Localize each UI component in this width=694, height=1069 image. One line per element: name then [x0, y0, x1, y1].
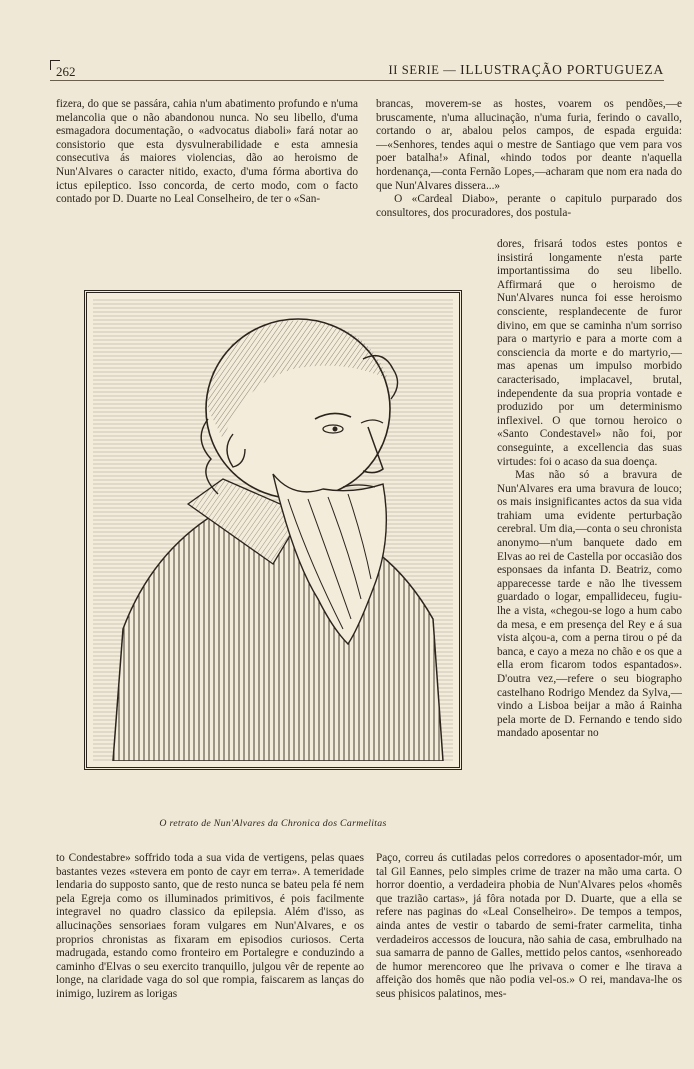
paragraph: Mas não só a bravura de Nun'Alvares era uma bravura de louco; os mais insignificantes actos da sua vida trahiam uma evidente perturbação cerebral. Um dia,—conta o seu chronista anonymo—n'um banquete dado em Elvas ao rei de Castella por occasião dos esponsaes da infanta D. Beatriz, como apparecesse tarde e não lhe tivessem guardado o logar, empallideceu, fugiu-lhe a vista, «chegou-se logo a hum cabo da mesa, e em presença del Rey e á sua vista alçou-a, com a perna tirou o pé da banca, e cayo a meza no chão e os que a ella erom ficarom todos espantados». D'outra vez,—refere o seu biographo castelhano Rodrigo Mendez da Sylva,—vindo a Lisboa beijar a mão á Rainha pela morte de D. Fernando e tendo sido mandado aposentar no — [497, 469, 682, 740]
publication-title: ILLUSTRAÇÃO PORTUGUEZA — [460, 62, 664, 77]
text-column-right-bottom — [376, 852, 682, 1032]
series-label: II SERIE — — [388, 63, 457, 77]
portrait-engraving — [93, 299, 453, 761]
text-column-right-top — [376, 98, 682, 236]
text-column-left-top — [56, 98, 358, 236]
page-number: 262 — [56, 64, 76, 79]
header-rule — [50, 80, 664, 81]
paragraph: to Condestabre» soffrido toda a sua vida de vertigens, pelas quaes bastantes vezes «stevera em ponto de cayr em terra». A temeridade lendaria do supposto santo, que de resto nunca se bateu pela fé nem pela Egreja como os illuminados primitivos, é pois facilmente integravel no quadro classico da epilepsia. Além d'isso, as allucinações sensoriaes foram vulgares em Nun'Alvares, e os proprios chronistas as fixaram em episodios curiosos. Certa madrugada, estando como fronteiro em Portalegre e conduzindo a caminho d'Elvas o seu exercito tranquillo, julgou vêr de repente ao longe, na claridade vaga do sol que rompia, faiscarem as lanças do inimigo, luzirem as lorigas — [56, 852, 364, 1000]
running-head — [389, 62, 664, 78]
paragraph: O «Cardeal Diabo», perante o capitulo purparado dos consultores, dos procuradores, dos postula- — [376, 193, 682, 219]
paragraph: fizera, do que se passára, cahia n'um abatimento profundo e n'uma melancolia que o não abandonou nunca. No seu libello, d'uma esmagadora documentação, o «advocatus diaboli» fará notar ao consistorio que esta dysvulnerabilidade e esta amnesia consecutiva ás maiores violencias, dão ao heroismo de Nun'Alvares o caracter nitido, exacto, d'uma fórma abortiva do ictus epileptico. Isso concorda, de certo modo, com o facto contado por D. Duarte no Leal Conselheiro, de ter o «San- — [56, 98, 358, 206]
text-column-left-bottom — [56, 852, 364, 1032]
paragraph: Paço, correu ás cutiladas pelos corredores o aposentador-mór, um tal Gil Eannes, pelo simples crime de trazer na mão uma carta. O horror doentio, a verdadeira phobia de Nun'Alvares pelos «homês que trazião cartas», já fôra notada por D. Duarte, que a ella se refere nas paginas do «Leal Conselheiro». De tempos a tempos, ainda antes de vestir o tabardo de semi-frater carmelita, tinha verdadeiros accessos de loucura, não sahia de casa, embrulhado na sua samarra de panno de Galles, mettido pelos cantos, «senhoreado de humor merencoreo que lhe privava o comer e lhe tirava a affeição dos homês que não podia vel-os.» O rei, mandava-lhe os seus phisicos palatinos, mes- — [376, 852, 682, 1000]
paragraph: dores, frisará todos estes pontos e insistirá longamente n'esta parte importantissima do seu libello. Affirmará que o heroismo de Nun'Alvares nunca foi esse heroismo consciente, resplandecente de furor divino, em que se caminha n'um sorriso para o martyrio e para a morte com a consciencia da morte e do martyrio,—mas apenas um impulso morbido caracterisado, implacavel, brutal, independente da sua propria vontade e produzido por um determinismo inflexivel. O que tornou heroico o «Santo Condestavel» não foi, por conseguinte, a excellencia das suas virtudes: foi o acaso da sua doença. — [497, 238, 682, 468]
portrait-illustration — [84, 290, 462, 770]
illustration-caption: O retrato de Nun'Alvares da Chronica dos Carmelitas — [159, 818, 387, 829]
paragraph: brancas, moverem-se as hostes, voarem os pendões,—e bruscamente, n'uma allucinação, n'uma furia, ferindo o cavallo, cortando o ar, abalou pelos campos, de espada erguida:—«Senhores, tendes aqui o mestre de Santiago que vem para vos poer batalha!» Afinal, «hindo todos por deante n'aquella hordenança,—conta Fernão Lopes,—acharam que nom era nada do que Nun'Alvares dissera...» — [376, 98, 682, 192]
text-column-right-narrow — [497, 238, 682, 852]
